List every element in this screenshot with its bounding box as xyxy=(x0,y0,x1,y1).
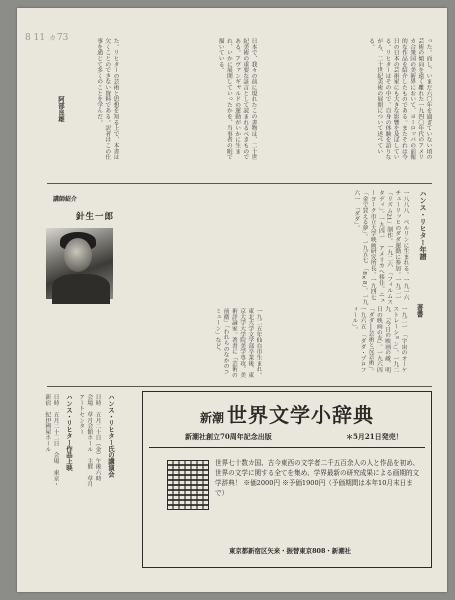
ad-pattern-block xyxy=(167,460,209,510)
ad-publisher: 新潮 xyxy=(199,411,224,425)
document-page xyxy=(17,8,447,592)
dictionary-advertisement xyxy=(142,391,432,568)
lecturer-photo xyxy=(46,228,113,299)
works-text: 一九二一 「宇宙のオーケストレーション」。一九二九 「今日の映画の敵、明日の映画の友」。一九六四 「ダダ──芸術と反芸術」。一九六五 「ダダ・プロフィール」。 xyxy=(350,306,406,379)
works-label: 著書 xyxy=(415,304,423,318)
lecture-second-title: ハンス・リヒター作品上映 xyxy=(65,394,73,471)
ad-body: 世界七十数カ国、古今東西の文学者二千五百余人の人と作品を初め、世界の文学に関する全てを集め、学界最新の研究成果による画期的文学辞典！ ※価2000円 ※予価1900円（予価期間は本年10月末日まで） xyxy=(215,459,420,497)
ad-address: 東京都新宿区矢来・振替東京808・新潮社 xyxy=(229,547,351,555)
ad-title-line xyxy=(143,399,431,428)
article-text-left: た。リヒターの芸術と思想を知る上で、本書は欠くことのできない資料である。訳者はこの仕事を通じて多くのことを学んだ。 xyxy=(95,38,118,160)
ad-divider xyxy=(149,447,425,448)
section-divider xyxy=(47,183,432,184)
article-text-right: った。而し、いまだ六〇年を過ぎていない頃の芸術の傾向を遠く離れた一九四〇年代のアメリカ合衆国の美術界において、ヨーロッパの前衛的な作品を紹介したものである。またそれは今日の日本の芸術家にも大きな影響を及ぼしている。リヒターはその中で、自身の体験を語りながら、二十世紀美術の展開について述べている。 xyxy=(367,38,431,160)
article-text-middle: 日本で、我々の前に現れたこの書物は、二十世紀美術の重要な証言として読まれるべきものである。アヴァンギャルドの運動がいかに生まれ、いかに展開していったかを、当事者の眼で描いている。 xyxy=(217,38,256,160)
intro-label: 講師紹介 xyxy=(53,196,78,203)
section-divider-2 xyxy=(47,386,432,387)
ad-release: ＊5月21日発売！ xyxy=(346,432,403,441)
bio-text: 一八八八 ベルリンに生まれる。一九一六 チューリッヒのダダ運動に参加。一九二一 「リズム21」制作。一九二六 「フィルムスタディ」。一九四一 アメリカへ移住。ニューヨーク市立大学映画研究所長。一九四七 「金で買える夢」。一九五七 「8×8」。一九六一 「ダダ」。 xyxy=(352,190,408,307)
bio-title: ハンス・リヒター年譜 xyxy=(419,190,428,260)
ad-title: 世界文学小辞典 xyxy=(227,403,374,427)
lecture-info: 日時 五月二十日（金）午後六時 会場 草月会館ホール 主催 草月アートセンター xyxy=(77,394,100,487)
lecture-title: ハンス・リヒター氏の講演会 xyxy=(107,394,115,478)
ad-subtitle: 新潮社創立70周年記念出版 xyxy=(185,432,272,441)
lecturer-text: 一九二五年仙台市生まれ。東北大学文学部卒業後、東京大学大学院美学専攻。美術評論家。著書に「芸術の前衛」「われらのなかのコミューン」など。 xyxy=(213,308,261,378)
lecturer-name: 針生一郎 xyxy=(76,212,115,222)
pencil-note: 8 11 ヵ73 xyxy=(25,33,69,43)
author-signature: 阿部良雄 xyxy=(57,96,65,122)
bio-text-continued xyxy=(127,190,262,305)
lecture-second-info: 日時 五月二十二日 会場 東京・新宿 紀伊國屋ホール xyxy=(43,394,58,487)
